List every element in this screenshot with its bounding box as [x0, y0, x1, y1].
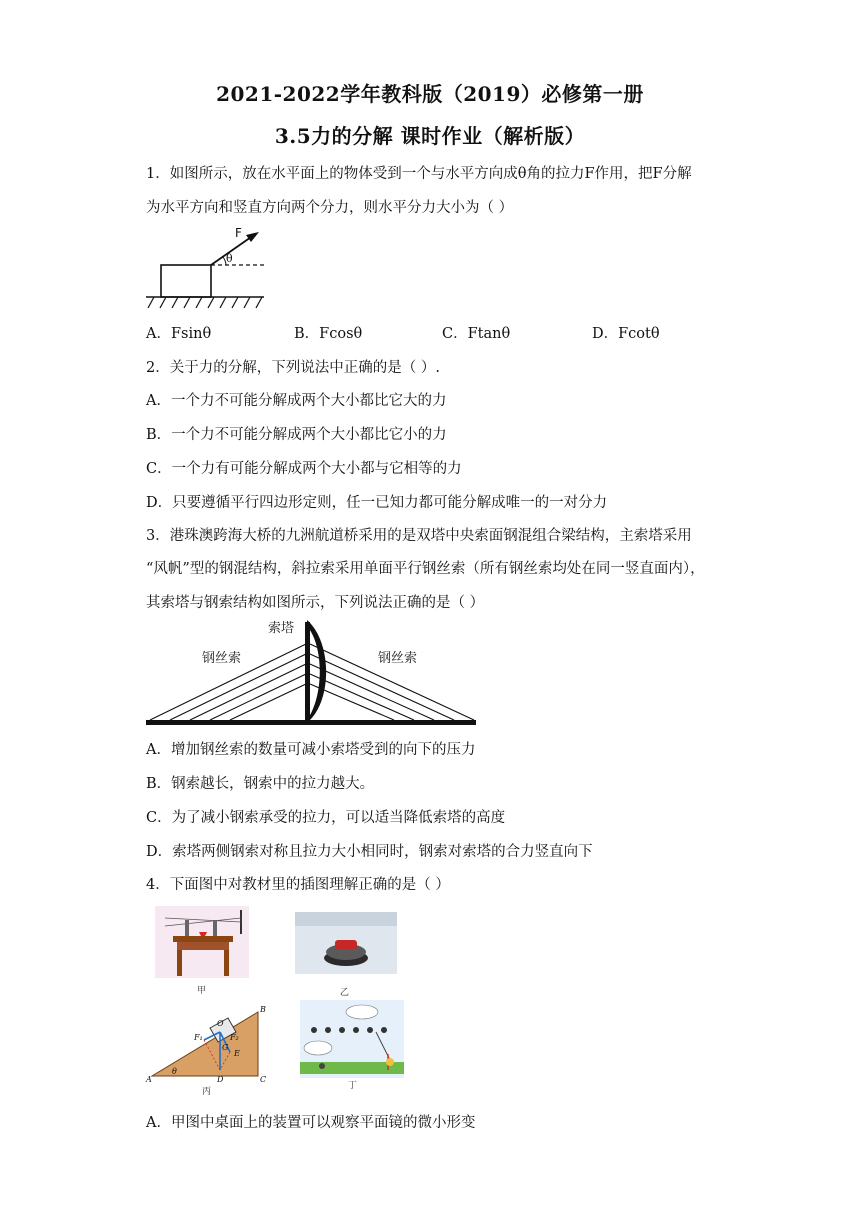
- q2-option-c: C．一个力有可能分解成两个大小都与它相等的力: [146, 461, 462, 477]
- bing-label-e: E: [234, 1049, 240, 1058]
- tower-label: 索塔: [268, 621, 295, 636]
- jia-mirror-m: [185, 920, 189, 936]
- ding-speech-bubble-top: [346, 1005, 378, 1019]
- bing-label-f2: F₂: [230, 1033, 239, 1042]
- q1-stem-line1: 1．如图所示，放在水平面上的物体受到一个与水平方向成θ角的拉力F作用，把F分解: [146, 166, 692, 182]
- q3-bridge-figure: [140, 614, 480, 732]
- q1-stem-line2: 为水平方向和竖直方向两个分力，则水平分力大小为（ ）: [146, 200, 514, 216]
- bridge-deck: [146, 720, 476, 725]
- angle-label: θ: [226, 252, 233, 265]
- ding-caption: 丁: [348, 1081, 358, 1091]
- jia-desk-apron: [177, 942, 229, 950]
- cable-label-right: 钢丝索: [378, 651, 418, 666]
- ground-hatching: [148, 297, 262, 308]
- q4-stem: 4．下面图中对教材里的插图理解正确的是（ ）: [146, 877, 450, 893]
- q3-option-b: B．钢索越长，钢索中的拉力越大。: [146, 776, 375, 792]
- q4-figure-jia: [155, 906, 251, 998]
- bing-label-b: B: [260, 1006, 266, 1014]
- q3-stem-line3: 其索塔与钢索结构如图所示，下列说法正确的是（ ）: [146, 595, 485, 611]
- bing-incline: [152, 1012, 258, 1076]
- q1-block-force-figure: [140, 222, 270, 314]
- q3-option-c: C．为了减小钢索承受的拉力，可以适当降低索塔的高度: [146, 810, 506, 826]
- bing-label-f1: F₁: [194, 1033, 203, 1042]
- q4-figure-bing: [144, 1006, 272, 1098]
- bing-caption: 丙: [202, 1087, 212, 1097]
- yi-curling-stone-handle: [335, 940, 357, 949]
- ding-swing-person: [386, 1058, 394, 1066]
- bing-label-d: D: [217, 1075, 224, 1084]
- q2-option-d: D．只要遵循平行四边形定则，任一已知力都可能分解成唯一的一对分力: [146, 495, 608, 511]
- q2-option-b: B．一个力不可能分解成两个大小都比它小的力: [146, 427, 447, 443]
- q3-option-a: A．增加钢丝索的数量可减小索塔受到的向下的压力: [146, 742, 476, 758]
- ding-speech-bubble-left: [304, 1041, 332, 1055]
- document-title: 2021-2022学年教科版（2019）必修第一册: [216, 82, 644, 106]
- block: [161, 265, 211, 297]
- q1-option-c: C．Ftanθ: [442, 326, 511, 342]
- q3-stem-line1: 3．港珠澳跨海大桥的九洲航道桥采用的是双塔中央索面钢混组合梁结构，主索塔采用: [146, 528, 692, 544]
- q2-option-a: A．一个力不可能分解成两个大小都比它大的力: [146, 393, 447, 409]
- jia-caption: 甲: [197, 986, 207, 996]
- bing-label-g: G: [222, 1043, 229, 1052]
- bing-label-a: A: [146, 1075, 152, 1084]
- jia-desk-leg-right: [224, 950, 229, 976]
- bing-label-c: C: [260, 1075, 267, 1084]
- document-subtitle: 3.5力的分解 课时作业（解析版）: [274, 124, 586, 148]
- yi-caption: 乙: [340, 988, 350, 998]
- q1-option-b: B．Fcosθ: [294, 326, 363, 342]
- jia-desk-leg-left: [177, 950, 182, 976]
- bing-label-theta: θ: [172, 1067, 177, 1076]
- cable-label-left: 钢丝索: [202, 651, 242, 666]
- q4-figure-ding: [300, 1000, 408, 1092]
- tower-mast: [305, 622, 310, 720]
- q2-stem: 2．关于力的分解，下列说法中正确的是（ ）.: [146, 360, 440, 376]
- q1-option-d: D．Fcotθ: [592, 326, 660, 342]
- q3-option-d: D．索塔两侧钢索对称且拉力大小相同时，钢索对索塔的合力竖直向下: [146, 844, 593, 860]
- q4-option-a: A．甲图中桌面上的装置可以观察平面镜的微小形变: [146, 1115, 476, 1131]
- jia-mirror-n: [213, 920, 217, 936]
- bing-label-o: O: [217, 1019, 224, 1028]
- ding-standing-person: [319, 1063, 325, 1069]
- force-label: F: [235, 226, 242, 240]
- q1-option-a: A．Fsinθ: [146, 326, 212, 342]
- q3-stem-line2: “风帆”型的钢混结构，斜拉索采用单面平行钢丝索（所有钢丝索均处在同一竖直面内），: [146, 561, 705, 577]
- q4-figure-yi: [295, 912, 399, 1000]
- force-arrowhead: [246, 232, 259, 242]
- jia-desk-top: [173, 936, 233, 942]
